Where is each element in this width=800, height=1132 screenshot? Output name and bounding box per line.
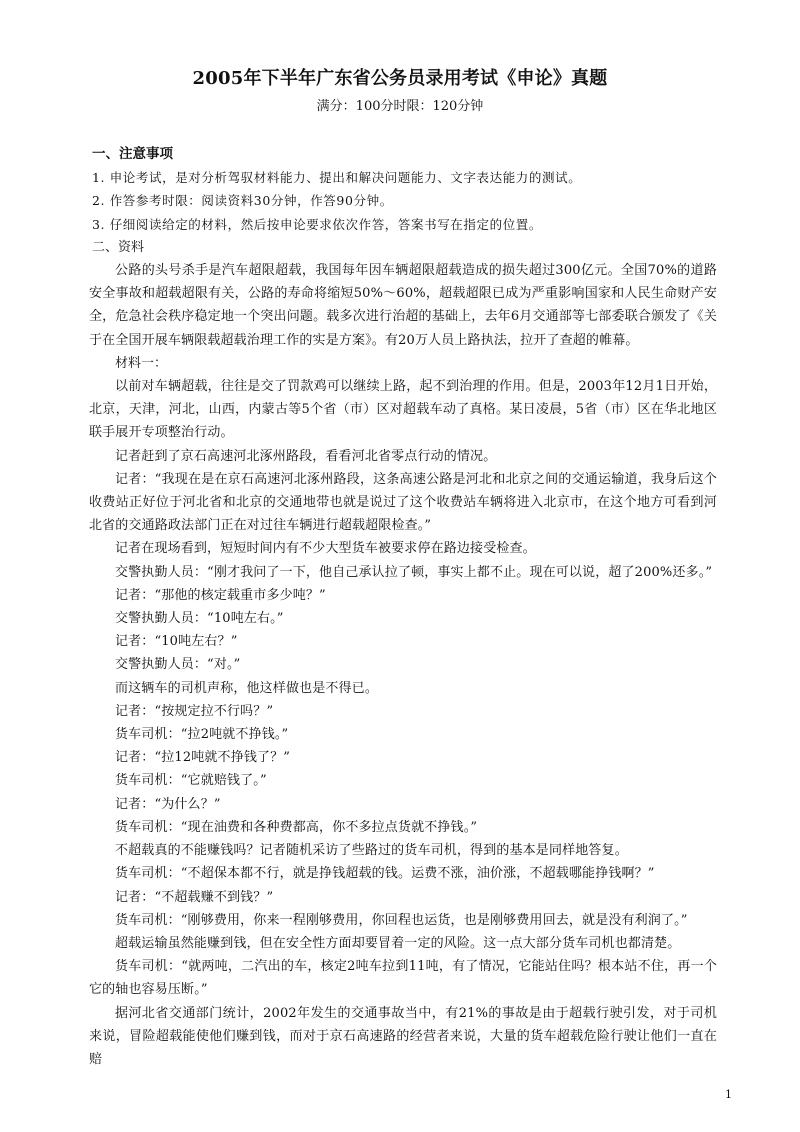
dialogue-line: 记者：“按规定拉不行吗？” xyxy=(115,703,274,719)
dialogue-line: 记者：“那他的核定载重市多少吨？” xyxy=(115,587,326,603)
material-label: 材料一： xyxy=(115,355,168,371)
dialogue-line: 货车司机：“拉2吨就不挣钱。” xyxy=(115,727,289,743)
dialogue-line: 交警执勤人员：“10吨左右。” xyxy=(115,611,284,627)
dialogue-line: 货车司机：“刚够费用，你来一程刚够费用，你回程也运货，也是刚够费用回去，就是没有利润了。” xyxy=(115,912,688,928)
document-body xyxy=(89,143,717,1071)
document-subtitle: 满分：100分时限：120分钟 xyxy=(316,99,484,114)
section-heading-notices: 一、注意事项 xyxy=(92,146,173,162)
dialogue-line: 货车司机：“不超保本都不行，就是挣钱超载的钱。运费不涨，油价涨，不超载哪能挣钱啊？” xyxy=(115,866,655,882)
dialogue-line: 货车司机：“现在油费和各种费都高，你不多拉点货就不挣钱。” xyxy=(115,819,478,835)
dialogue-line: 交警执勤人员：“刚才我问了一下，他自己承认拉了顿，事实上都不止。现在可以说，超了200%还多。” xyxy=(115,564,713,580)
material-paragraph: 记者赶到了京石高速河北涿州路段，看看河北省零点行动的情况。 xyxy=(115,448,497,464)
material-paragraph: 以前对车辆超载，往往是交了罚款鸡可以继续上路，起不到治理的作用。但是，2003年12月1日开始，北京，天津，河北，山西，内蒙古等5个省（市）区对超载车动了真格。某日凌晨，5省（市）区在华北地区联手展开专项整治行动。 xyxy=(89,379,717,441)
dialogue-line: 货车司机：“它就赔钱了。” xyxy=(115,773,267,789)
page-number: 1 xyxy=(725,1088,732,1101)
document-title: 2005年下半年广东省公务员录用考试《申论》真题 xyxy=(192,68,608,89)
dialogue-line: 货车司机：“就两吨，二汽出的车，核定2吨车拉到11吨，有了情况，它能站住吗？根本站不住，再一个它的轴也容易压断。” xyxy=(89,959,717,998)
dialogue-line: 记者：“拉12吨就不挣钱了？” xyxy=(115,750,291,766)
material-paragraph: 而这辆车的司机声称，他这样做也是不得已。 xyxy=(115,680,379,696)
notice-item: 3. 仔细阅读给定的材料，然后按申论要求依次作答，答案书写在指定的位置。 xyxy=(92,216,543,232)
dialogue-line: 交警执勤人员：“对。” xyxy=(115,657,241,673)
material-paragraph: 不超载真的不能赚钱吗？记者随机采访了些路过的货车司机，得到的基本是同样地答复。 xyxy=(115,843,628,859)
material-paragraph: 记者在现场看到，短短时间内有不少大型货车被要求停在路边接受检查。 xyxy=(115,541,536,557)
material-paragraph: 据河北省交通部门统计，2002年发生的交通事故当中，有21%的事故是由于超载行驶引发，对于司机来说，冒险超载能使他们赚到钱，而对于京石高速路的经营者来说，大量的货车超载危险行驶让他们一直在赔 xyxy=(89,1005,717,1067)
dialogue-line: 记者：“不超载赚不到钱？” xyxy=(115,889,274,905)
material-paragraph: 记者：“我现在是在京石高速河北涿州路段，这条高速公路是河北和北京之间的交通运输道，我身后这个收费站正好位于河北省和北京的交通地带也就是说过了这个收费站车辆将进入北京市，在这个地方可看到河北省的交通路政法部门正在对过往车辆进行超载超限检查。” xyxy=(89,471,717,534)
dialogue-line: 记者：“10吨左右？” xyxy=(115,634,238,650)
notice-item: 1. 申论考试，是对分析驾驭材料能力、提出和解决问题能力、文字表达能力的测试。 xyxy=(92,170,582,186)
section-heading-materials: 二、资料 xyxy=(92,239,145,255)
material-paragraph: 超载运输虽然能赚到钱，但在安全性方面却要冒着一定的风险。这一点大部分货车司机也都清楚。 xyxy=(115,935,681,951)
dialogue-line: 记者：“为什么？” xyxy=(115,796,221,812)
notice-item: 2. 作答参考时限：阅读资料30分钟，作答90分钟。 xyxy=(92,193,393,209)
intro-paragraph: 公路的头号杀手是汽车超限超载，我国每年因车辆超限超载造成的损失超过300亿元。全国70%的道路安全事故和超载超限有关，公路的寿命将缩短50%～60%，超载超限已成为严重影响国家和人民生命财产安全，危急社会秩序稳定地一个突出问题。载多次进行治超的基础上，去年6月交通部等七部委联合颁发了《关于在全国开展车辆限载超载治理工作的实是方案》。有20万人员上路执法，拉开了查超的帷幕。 xyxy=(89,263,717,348)
